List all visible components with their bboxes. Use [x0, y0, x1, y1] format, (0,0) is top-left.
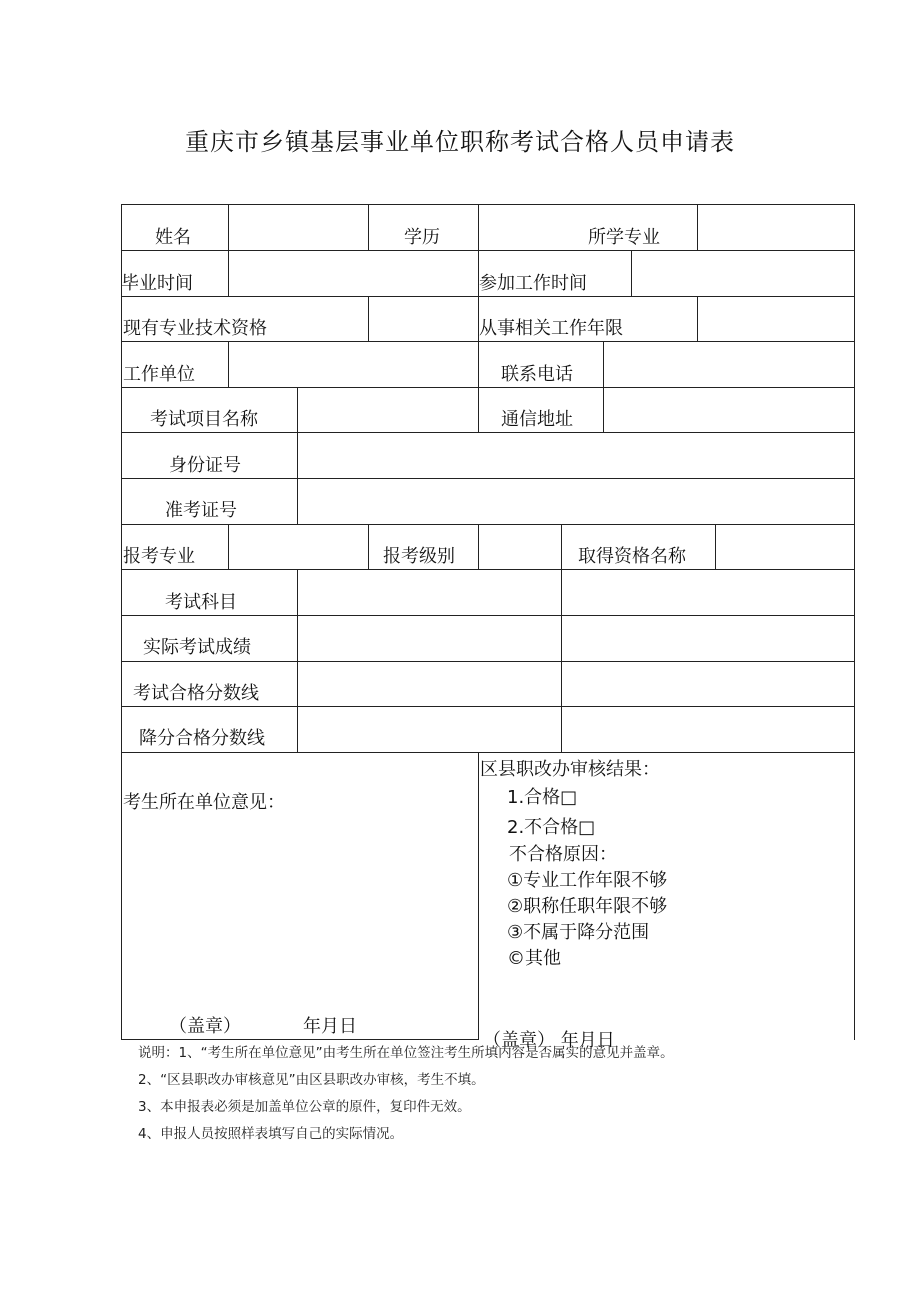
label-reduced-pass-line: 降分合格分数线: [139, 728, 265, 749]
review-reason-2: ②职称任职年限不够: [507, 896, 668, 917]
review-reason-4: ©其他: [507, 948, 561, 969]
label-name: 姓名: [155, 227, 191, 248]
label-exam-major: 报考专业: [123, 546, 195, 567]
label-phone: 联系电话: [501, 364, 573, 385]
review-pass-option: 1.合格□: [507, 787, 578, 808]
unit-seal-label: （盖章）: [169, 1016, 241, 1037]
review-title: 区县职改办审核结果：: [480, 759, 660, 780]
label-actual-score: 实际考试成绩: [143, 637, 251, 658]
label-work-start-time: 参加工作时间: [479, 273, 587, 294]
note-4: 4、申报人员按照样表填写自己的实际情况。: [138, 1126, 404, 1142]
unit-date-label: 年月日: [303, 1016, 357, 1037]
review-seal-date: （盖章） 年月日: [483, 1030, 615, 1051]
label-employer: 工作单位: [123, 364, 195, 385]
label-education: 学历: [404, 227, 440, 248]
label-address: 通信地址: [501, 409, 573, 430]
review-reason-1: ①专业工作年限不够: [507, 870, 668, 891]
review-reason-3: ③不属于降分范围: [507, 922, 650, 943]
review-seal-date-clip: [480, 1028, 850, 1051]
review-reason-title: 不合格原因：: [509, 844, 617, 865]
unit-opinion-label: 考生所在单位意见：: [123, 792, 285, 813]
page-title: 重庆市乡镇基层事业单位职称考试合格人员申请表: [185, 128, 735, 156]
label-exam-subjects: 考试科目: [165, 592, 237, 613]
note-1: 说明：1、“考生所在单位意见”由考生所在单位签注考生所填内容是否属实的意见并盖章。: [138, 1045, 674, 1061]
note-2: 2、“区县职改办审核意见”由区县职改办审核，考生不填。: [138, 1072, 485, 1088]
label-current-qualification: 现有专业技术资格: [123, 318, 267, 339]
note-3: 3、本申报表必须是加盖单位公章的原件，复印件无效。: [138, 1099, 471, 1115]
label-major: 所学专业: [588, 227, 660, 248]
label-exam-level: 报考级别: [383, 546, 455, 567]
review-fail-option: 2.不合格□: [507, 817, 596, 838]
label-exam-item-name: 考试项目名称: [150, 409, 258, 430]
label-id-number: 身份证号: [169, 455, 241, 476]
label-admission-number: 准考证号: [165, 500, 237, 521]
label-graduation-time: 毕业时间: [121, 273, 193, 294]
label-years-related-work: 从事相关工作年限: [479, 318, 623, 339]
label-pass-line: 考试合格分数线: [133, 683, 259, 704]
application-form-table: [121, 204, 855, 1051]
label-qualification-name: 取得资格名称: [578, 546, 686, 567]
